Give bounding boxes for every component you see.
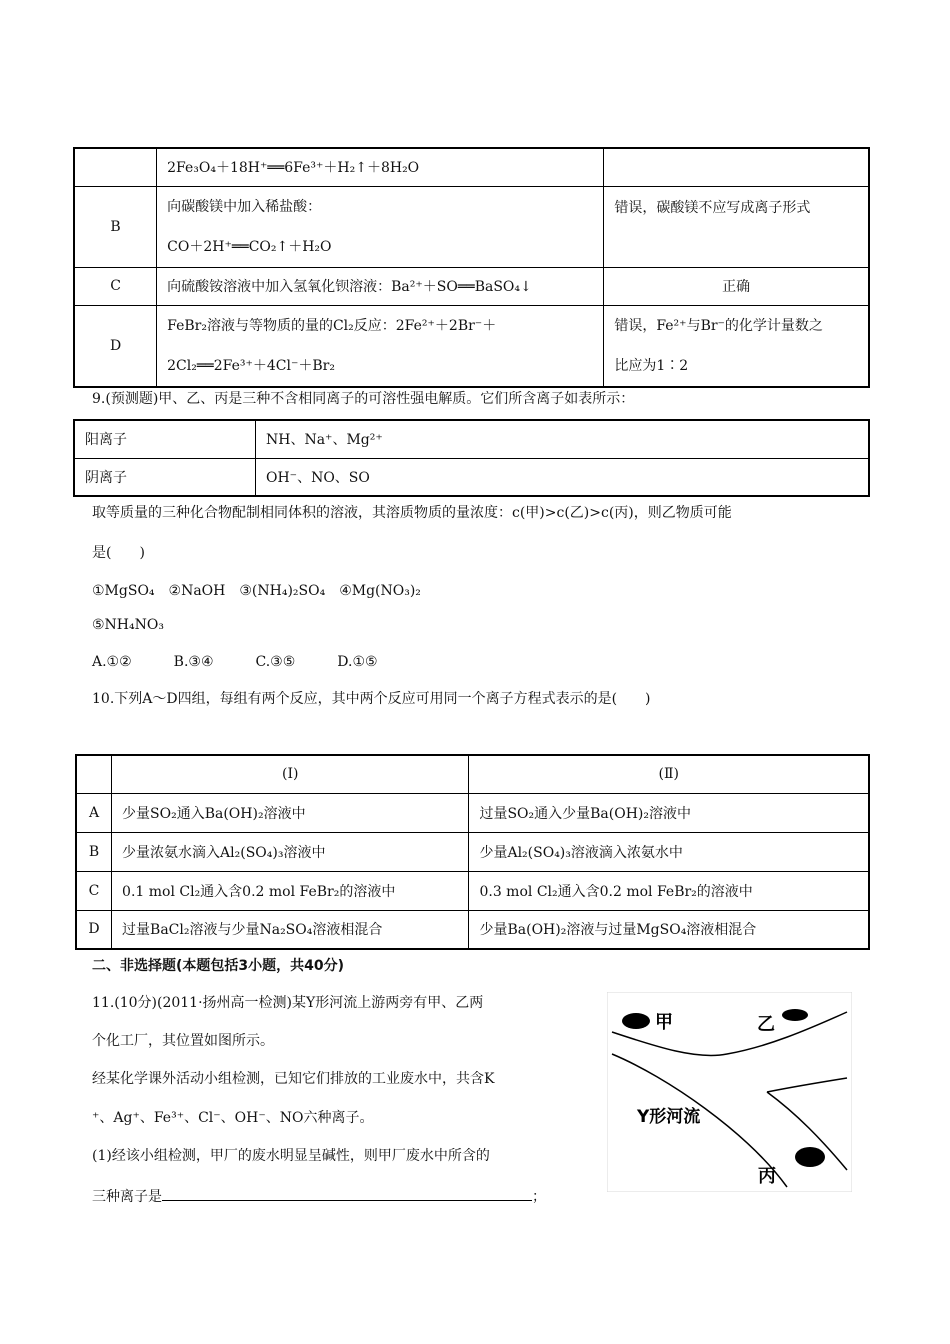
q9-choices: A.①② B.③④ C.③⑤ D.①⑤ bbox=[92, 654, 378, 670]
river-label: Y形河流 bbox=[637, 1107, 701, 1127]
ion-head: 阴离子 bbox=[74, 458, 256, 496]
table-row bbox=[74, 458, 869, 496]
river-figure bbox=[607, 992, 852, 1192]
comment-cell: 错误，Fe²⁺与Br⁻的化学计量数之 比应为1∶2 bbox=[604, 305, 869, 387]
section-title: 二、非选择题(本题包括3小题，共40分) bbox=[92, 958, 345, 974]
q9-text: 是( ) bbox=[92, 545, 145, 561]
reaction-cell: 过量SO₂通入少量Ba(OH)₂溶液中 bbox=[469, 793, 869, 832]
comment-cell: 正确 bbox=[604, 267, 869, 305]
reaction-cell: 少量Ba(OH)₂溶液与过量MgSO₄溶液相混合 bbox=[469, 910, 869, 949]
answer-blank[interactable] bbox=[162, 1186, 532, 1201]
row-label: B bbox=[74, 186, 157, 267]
reaction-cell: 0.1 mol Cl₂通入含0.2 mol FeBr₂的溶液中 bbox=[112, 871, 469, 910]
row-label: C bbox=[76, 871, 112, 910]
table-row bbox=[76, 832, 869, 871]
reaction-pair-table bbox=[75, 754, 870, 950]
row-label: D bbox=[74, 305, 157, 387]
header-cell: (Ⅰ) bbox=[112, 755, 469, 793]
row-label: A bbox=[76, 793, 112, 832]
reaction-cell: 少量Al₂(SO₄)₃溶液滴入浓氨水中 bbox=[469, 832, 869, 871]
q11-text: 经某化学课外活动小组检测，已知它们排放的工业废水中，共含K bbox=[92, 1071, 495, 1087]
table-row bbox=[76, 793, 869, 832]
table-row bbox=[74, 267, 869, 305]
q11-text: 个化工厂，其位置如图所示。 bbox=[92, 1033, 274, 1049]
ion-value: NH、Na⁺、Mg²⁺ bbox=[256, 420, 870, 458]
header-cell: (Ⅱ) bbox=[469, 755, 869, 793]
ion-value: OH⁻、NO、SO bbox=[256, 458, 870, 496]
reaction-cell: 0.3 mol Cl₂通入含0.2 mol FeBr₂的溶液中 bbox=[469, 871, 869, 910]
table-row bbox=[76, 910, 869, 949]
table-row bbox=[76, 871, 869, 910]
row-label: B bbox=[76, 832, 112, 871]
header-cell bbox=[76, 755, 112, 793]
factory-jia-label: 甲 bbox=[655, 1012, 673, 1033]
reaction-cell: 少量SO₂通入Ba(OH)₂溶液中 bbox=[112, 793, 469, 832]
ion-table bbox=[73, 419, 870, 497]
row-label: C bbox=[74, 267, 157, 305]
q9-stem: 9.(预测题)甲、乙、丙是三种不含相同离子的可溶性强电解质。它们所含离子如表所示： bbox=[92, 391, 635, 407]
table-row bbox=[74, 186, 869, 267]
factory-yi-label: 乙 bbox=[757, 1014, 775, 1035]
q11-text: ⁺、Ag⁺、Fe³⁺、Cl⁻、OH⁻、NO六种离子。 bbox=[92, 1110, 374, 1126]
equation-cell: 向碳酸镁中加入稀盐酸： CO＋2H⁺══CO₂↑＋H₂O bbox=[157, 186, 604, 267]
comment-cell: 错误，碳酸镁不应写成离子形式 bbox=[604, 186, 869, 267]
row-label: D bbox=[76, 910, 112, 949]
factory-jia-marker bbox=[622, 1013, 650, 1029]
q11-answer-line: 三种离子是 ； bbox=[92, 1186, 546, 1206]
ion-head: 阳离子 bbox=[74, 420, 256, 458]
q9-options: ①MgSO₄ ②NaOH ③(NH₄)₂SO₄ ④Mg(NO₃)₂ bbox=[92, 583, 421, 599]
q9-text: 取等质量的三种化合物配制相同体积的溶液，其溶质物质的量浓度：c(甲)>c(乙)>c(丙)，则乙物质可能 bbox=[92, 505, 732, 521]
q11-text: 11.(10分)(2011·扬州高一检测)某Y形河流上游两旁有甲、乙两 bbox=[92, 995, 484, 1011]
factory-yi-marker bbox=[782, 1009, 808, 1021]
q9-options: ⑤NH₄NO₃ bbox=[92, 617, 164, 633]
reaction-table bbox=[73, 147, 870, 388]
equation-cell: 向硫酸铵溶液中加入氢氧化钡溶液：Ba²⁺＋SO══BaSO₄↓ bbox=[157, 267, 604, 305]
q10-stem: 10.下列A～D四组，每组有两个反应，其中两个反应可用同一个离子方程式表示的是( ) bbox=[92, 691, 651, 707]
equation-cell: FeBr₂溶液与等物质的量的Cl₂反应：2Fe²⁺＋2Br⁻＋ 2Cl₂══2Fe³⁺＋4Cl⁻＋Br₂ bbox=[157, 305, 604, 387]
table-header-row bbox=[76, 755, 869, 793]
reaction-cell: 过量BaCl₂溶液与少量Na₂SO₄溶液相混合 bbox=[112, 910, 469, 949]
q11-text: (1)经该小组检测，甲厂的废水明显呈碱性，则甲厂废水中所含的 bbox=[92, 1148, 490, 1164]
table-row bbox=[74, 148, 869, 186]
reaction-cell: 少量浓氨水滴入Al₂(SO₄)₃溶液中 bbox=[112, 832, 469, 871]
comment-cell bbox=[604, 148, 869, 186]
table-row bbox=[74, 420, 869, 458]
row-label bbox=[74, 148, 157, 186]
factory-bing-marker bbox=[795, 1147, 825, 1167]
factory-bing-label: 丙 bbox=[758, 1166, 776, 1187]
equation-cell: 2Fe₃O₄＋18H⁺══6Fe³⁺＋H₂↑＋8H₂O bbox=[157, 148, 604, 186]
table-row bbox=[74, 305, 869, 387]
